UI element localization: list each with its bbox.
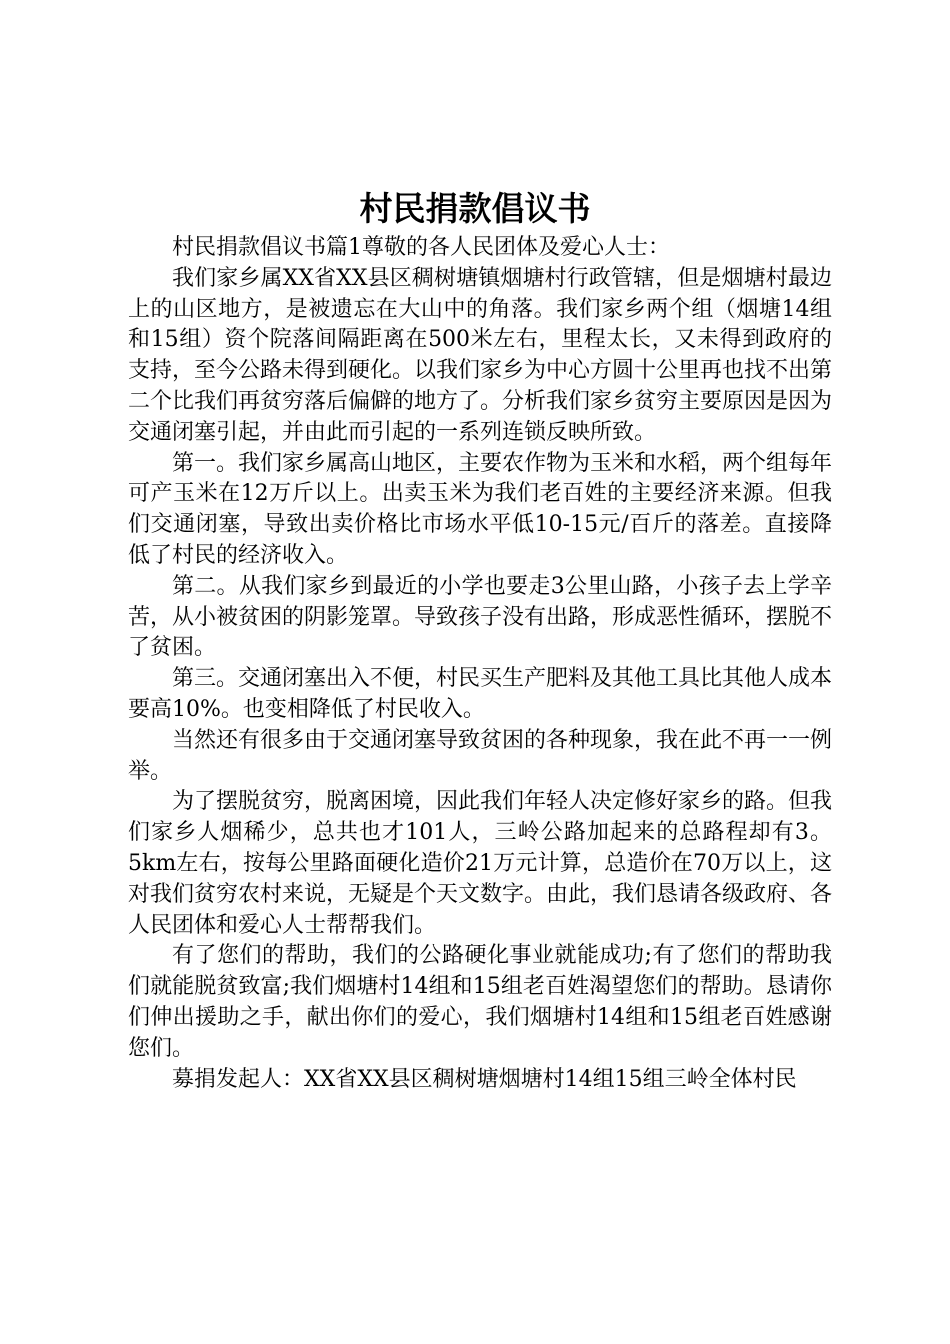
paragraph-road-plan: 为了摆脱贫穷，脱离困境，因此我们年轻人决定修好家乡的路。但我们家乡人烟稀少，总共也才101人，三岭公路加起来的总路程却有3。5km左右，按每公里路面硬化造价21万元计算，总造价在70万以上，这对我们贫穷农村来说，无疑是个天文数字。由此，我们恳请各级政府、各人民团体和爱心人士帮帮我们。 bbox=[128, 789, 833, 938]
paragraph-appeal: 有了您们的帮助，我们的公路硬化事业就能成功;有了您们的帮助我们就能脱贫致富;我们烟塘村14组和15组老百姓渴望您们的帮助。恳请你们伸出援助之手，献出你们的爱心，我们烟塘村14组和15组老百姓感谢您们。 bbox=[128, 943, 832, 1061]
document-title: 村民捐款倡议书 bbox=[359, 189, 591, 228]
paragraph-intro: 我们家乡属XX省XX县区稠树塘镇烟塘村行政管辖，但是烟塘村最边上的山区地方，是被遗忘在大山中的角落。我们家乡两个组（烟塘14组和15组）资个院落间隔距离在500米左右，里程太长，又未得到政府的支持，至今公路未得到硬化。以我们家乡为中心方圆十公里再也找不出第二个比我们再贫穷落后偏僻的地方了。分析我们家乡贫穷主要原因是因为交通闭塞引起，并由此而引起的一系列连锁反映所致。 bbox=[128, 265, 833, 445]
paragraph-point-one: 第一。我们家乡属高山地区，主要农作物为玉米和水稻，两个组每年可产玉米在12万斤以上。出卖玉米为我们老百姓的主要经济来源。但我们交通闭塞，导致出卖价格比市场水平低10-15元/百斤的落差。直接降低了村民的经济收入。 bbox=[128, 450, 833, 568]
document-body bbox=[128, 233, 832, 1095]
paragraph-other-issues: 当然还有很多由于交通闭塞导致贫困的各种现象，我在此不再一一例举。 bbox=[128, 727, 833, 784]
paragraph-initiator: 募捐发起人：XX省XX县区稠树塘烟塘村14组15组三岭全体村民 bbox=[172, 1066, 797, 1092]
paragraph-point-three: 第三。交通闭塞出入不便，村民买生产肥料及其他工具比其他人成本要高10%。也变相降低了村民收入。 bbox=[128, 666, 833, 722]
paragraph-point-two: 第二。从我们家乡到最近的小学也要走3公里山路，小孩子去上学辛苦，从小被贫困的阴影笼罩。导致孩子没有出路，形成恶性循环，摆脱不了贫困。 bbox=[128, 573, 833, 661]
paragraph-greeting: 村民捐款倡议书篇1尊敬的各人民团体及爱心人士： bbox=[172, 235, 670, 260]
